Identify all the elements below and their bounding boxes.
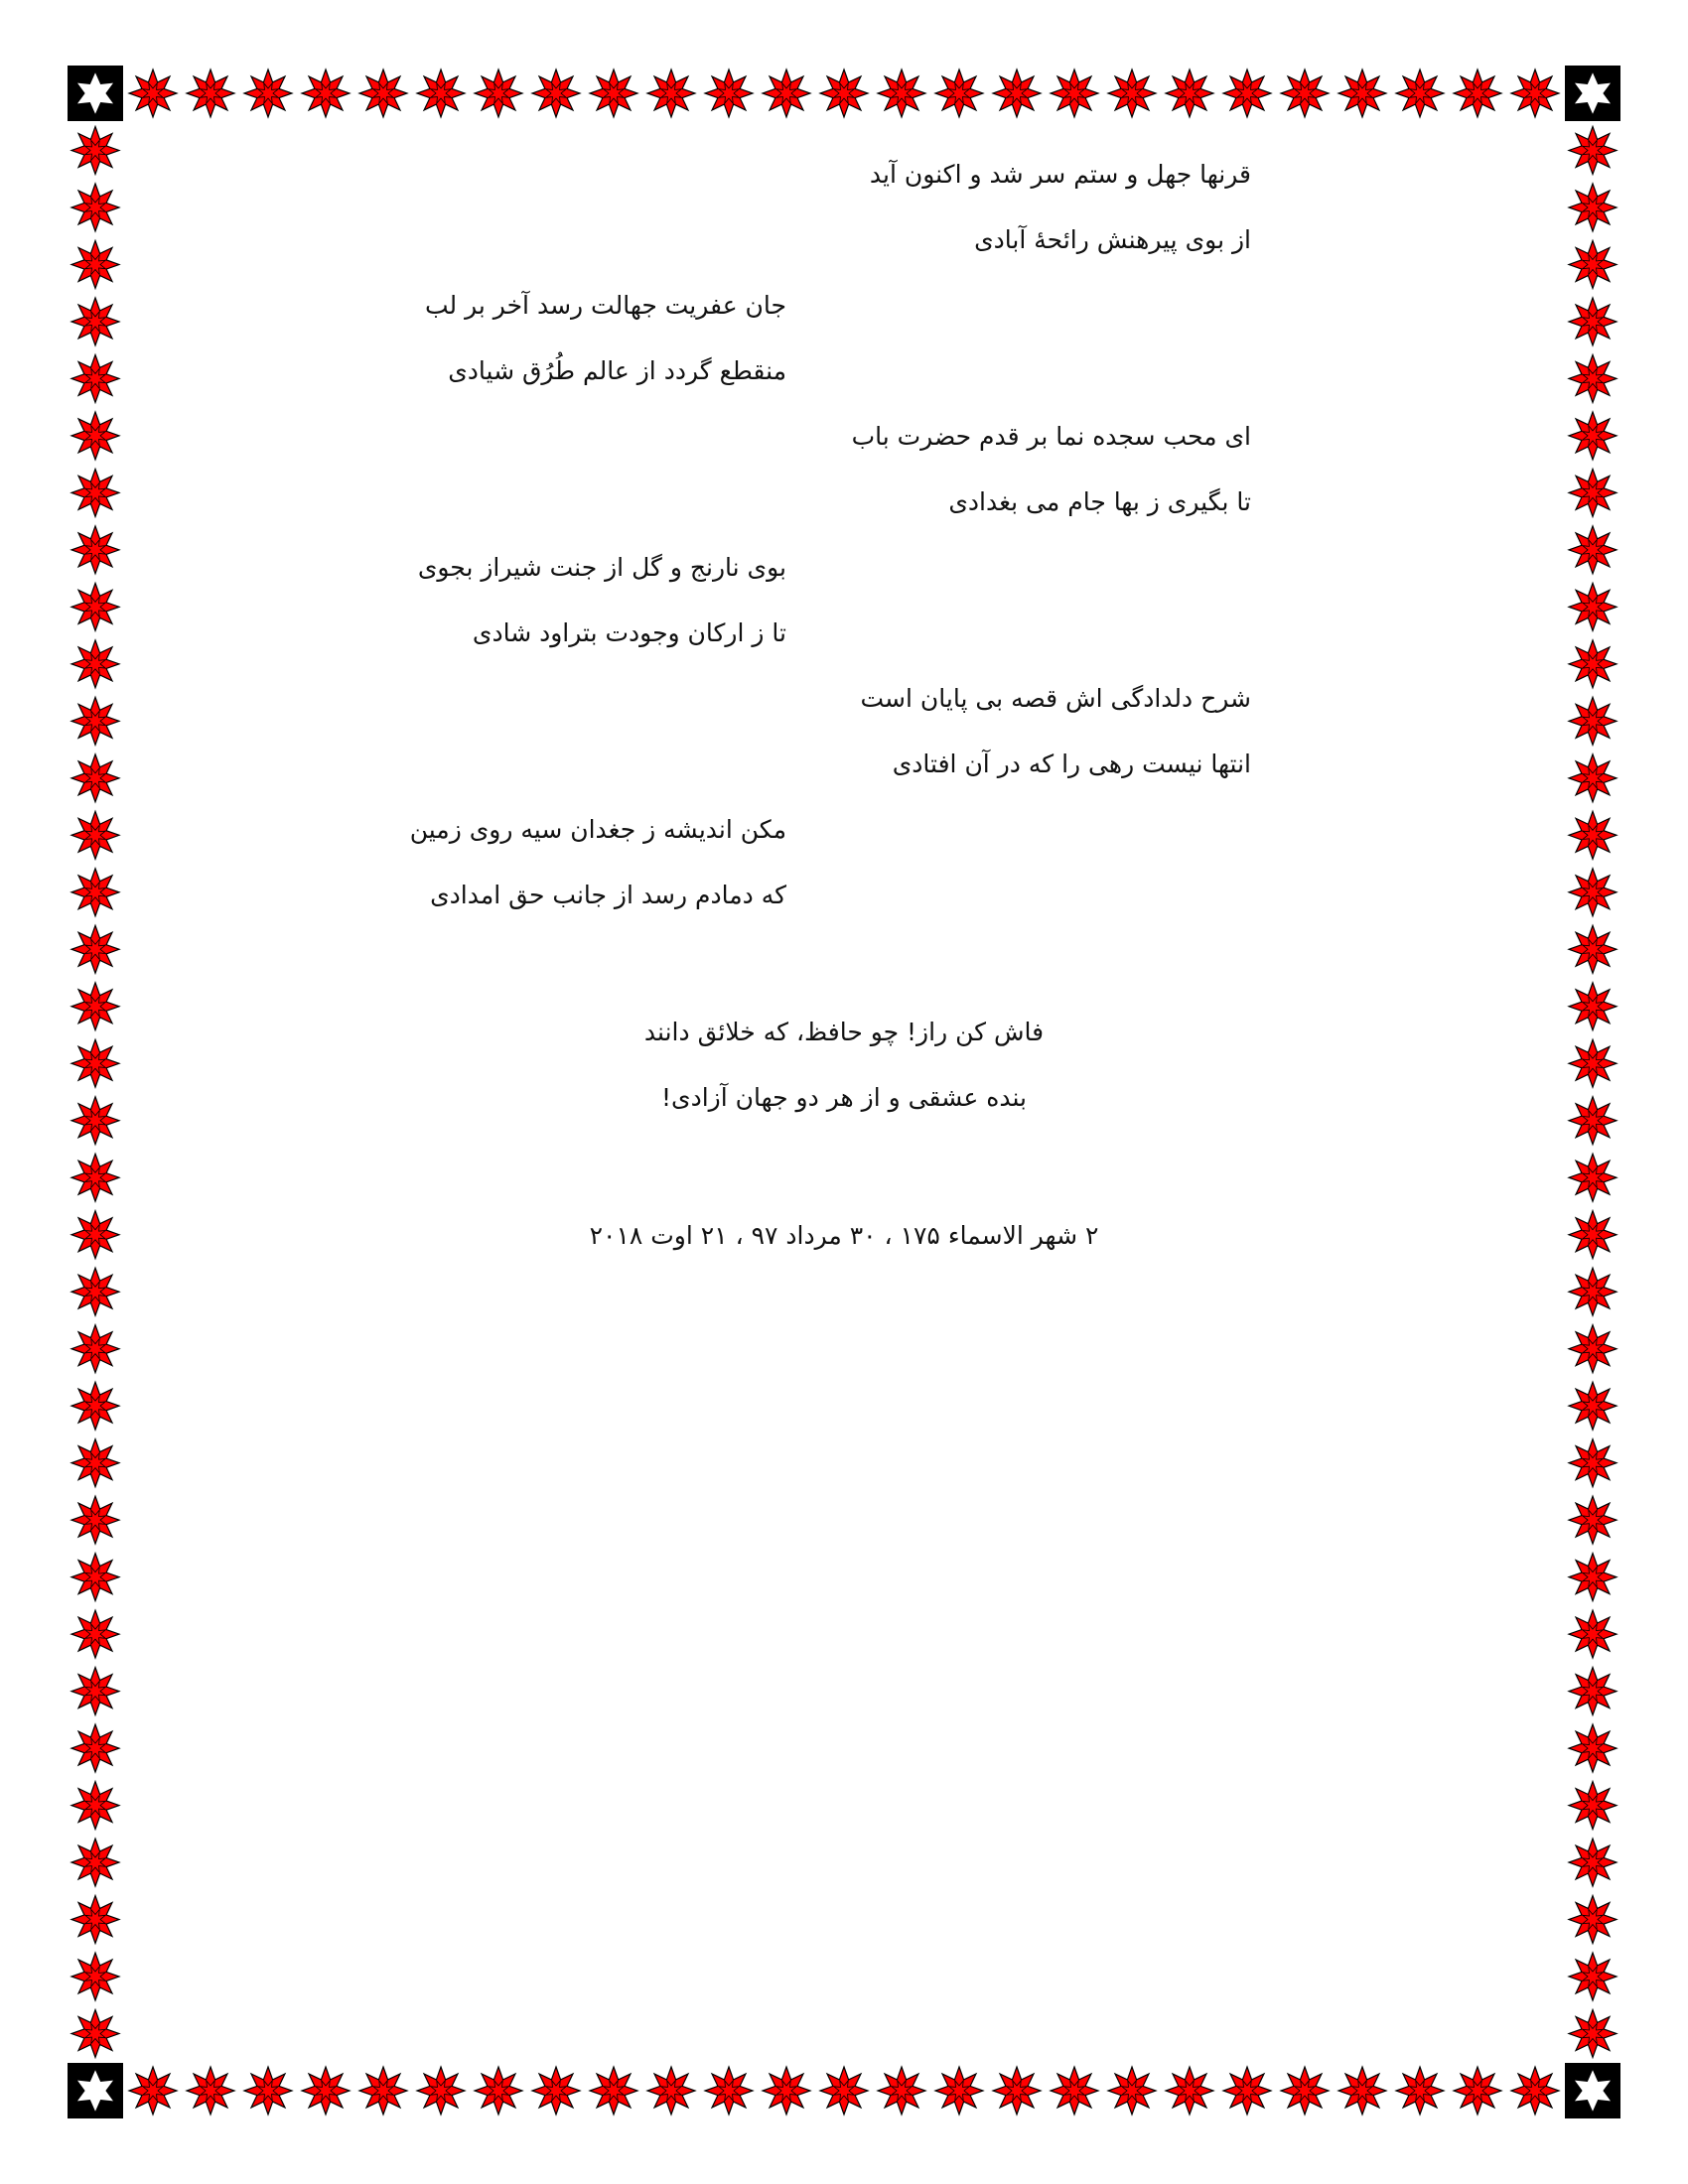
eight-point-star-icon xyxy=(647,69,695,117)
eight-point-star-icon xyxy=(1569,526,1617,574)
eight-point-star-icon xyxy=(1051,69,1098,117)
eight-point-star-icon xyxy=(71,1439,119,1487)
eight-point-star-icon xyxy=(1051,2067,1098,2115)
eight-point-star-icon xyxy=(71,298,119,345)
couplet-3-line-1: ای محب سجده نما بر قدم حضرت باب xyxy=(851,422,1251,451)
eight-point-star-icon xyxy=(1569,1268,1617,1315)
eight-point-star-icon xyxy=(1569,1668,1617,1715)
eight-point-star-icon xyxy=(1569,1382,1617,1430)
eight-point-star-icon xyxy=(1569,469,1617,516)
eight-point-star-icon xyxy=(71,640,119,688)
eight-point-star-icon xyxy=(935,2067,983,2115)
eight-point-star-icon xyxy=(1108,69,1156,117)
eight-point-star-icon xyxy=(878,2067,925,2115)
couplet-1-line-1: قرنها جهل و ستم سر شد و اکنون آید xyxy=(869,160,1251,189)
eight-point-star-icon xyxy=(1396,2067,1444,2115)
eight-point-star-icon xyxy=(71,1896,119,1944)
couplet-2-line-1: جان عفریت جهالت رسد آخر بر لب xyxy=(425,291,786,320)
couplet-5-line-2: انتها نیست رهی را که در آن افتادی xyxy=(892,750,1251,778)
eight-point-star-icon xyxy=(187,2067,234,2115)
eight-point-star-icon xyxy=(1569,1896,1617,1944)
eight-point-star-icon xyxy=(71,1382,119,1430)
eight-point-star-icon xyxy=(71,2010,119,2058)
eight-point-star-icon xyxy=(71,869,119,916)
eight-point-star-icon xyxy=(71,925,119,973)
eight-point-star-icon xyxy=(71,1953,119,2000)
eight-point-star-icon xyxy=(1569,754,1617,802)
eight-point-star-icon xyxy=(71,1325,119,1373)
eight-point-star-icon xyxy=(590,69,637,117)
eight-point-star-icon xyxy=(1454,69,1501,117)
eight-point-star-icon xyxy=(532,69,580,117)
eight-point-star-icon xyxy=(417,69,465,117)
eight-point-star-icon xyxy=(71,754,119,802)
eight-point-star-icon xyxy=(1569,869,1617,916)
eight-point-star-icon xyxy=(302,69,350,117)
eight-point-star-icon xyxy=(1569,184,1617,231)
couplet-3-line-2: تا بگیری ز بها جام می بغدادی xyxy=(948,487,1251,516)
eight-point-star-icon xyxy=(1569,1724,1617,1772)
eight-point-star-icon xyxy=(1569,1325,1617,1373)
eight-point-star-icon xyxy=(71,583,119,630)
eight-point-star-icon xyxy=(1569,1496,1617,1544)
eight-point-star-icon xyxy=(71,240,119,288)
eight-point-star-icon xyxy=(71,1724,119,1772)
eight-point-star-icon xyxy=(244,69,292,117)
eight-point-star-icon xyxy=(1569,640,1617,688)
eight-point-star-icon xyxy=(820,2067,868,2115)
eight-point-star-icon xyxy=(1569,1782,1617,1830)
eight-point-star-icon xyxy=(1569,354,1617,402)
couplet-4-line-1: بوی نارنج و گل از جنت شیراز بجوی xyxy=(417,553,786,582)
eight-point-star-icon xyxy=(1569,1953,1617,2000)
couplet-1-line-2: از بوی پیرهنش رائحهٔ آبادی xyxy=(974,225,1251,254)
eight-point-star-icon xyxy=(71,184,119,231)
eight-point-star-icon xyxy=(1569,1154,1617,1201)
eight-point-star-icon xyxy=(647,2067,695,2115)
corner-star-icon xyxy=(68,66,123,121)
couplet-2-line-2: منقطع گردد از عالم طُرُق شیادی xyxy=(448,356,786,385)
closing-line-1: فاش کن راز! چو حافظ، که خلائق دانند xyxy=(643,1018,1045,1046)
couplet-6-line-2: که دمادم رسد از جانب حق امدادی xyxy=(430,881,786,909)
corner-star-icon xyxy=(68,2063,123,2118)
eight-point-star-icon xyxy=(705,2067,753,2115)
eight-point-star-icon xyxy=(705,69,753,117)
couplet-6-line-1: مکن اندیشه ز جغدان سیه روی زمین xyxy=(409,815,786,844)
eight-point-star-icon xyxy=(763,2067,810,2115)
eight-point-star-icon xyxy=(1569,1439,1617,1487)
eight-point-star-icon xyxy=(1569,1610,1617,1658)
eight-point-star-icon xyxy=(71,1668,119,1715)
eight-point-star-icon xyxy=(878,69,925,117)
eight-point-star-icon xyxy=(1569,240,1617,288)
eight-point-star-icon xyxy=(1569,583,1617,630)
eight-point-star-icon xyxy=(532,2067,580,2115)
eight-point-star-icon xyxy=(1396,69,1444,117)
eight-point-star-icon xyxy=(1569,2010,1617,2058)
eight-point-star-icon xyxy=(71,469,119,516)
closing-line-2: بنده عشقی و از هر دو جهان آزادی! xyxy=(661,1083,1027,1112)
eight-point-star-icon xyxy=(71,1154,119,1201)
date-line: ۲ شهر الاسماء ۱۷۵ ، ۳۰ مرداد ۹۷ ، ۲۱ اوت ۲۰۱۸ xyxy=(589,1221,1099,1250)
eight-point-star-icon xyxy=(71,526,119,574)
eight-point-star-icon xyxy=(1108,2067,1156,2115)
eight-point-star-icon xyxy=(1569,126,1617,174)
eight-point-star-icon xyxy=(71,1496,119,1544)
eight-point-star-icon xyxy=(302,2067,350,2115)
eight-point-star-icon xyxy=(820,69,868,117)
eight-point-star-icon xyxy=(1569,1554,1617,1601)
eight-point-star-icon xyxy=(71,1610,119,1658)
couplet-4-line-2: تا ز ارکان وجودت بتراود شادی xyxy=(472,618,786,647)
eight-point-star-icon xyxy=(71,811,119,859)
eight-point-star-icon xyxy=(244,2067,292,2115)
eight-point-star-icon xyxy=(590,2067,637,2115)
eight-point-star-icon xyxy=(129,2067,177,2115)
eight-point-star-icon xyxy=(1223,2067,1271,2115)
eight-point-star-icon xyxy=(1166,2067,1213,2115)
eight-point-star-icon xyxy=(1454,2067,1501,2115)
eight-point-star-icon xyxy=(417,2067,465,2115)
eight-point-star-icon xyxy=(1281,2067,1329,2115)
eight-point-star-icon xyxy=(71,126,119,174)
couplet-5-line-1: شرح دلدادگی اش قصه بی پایان است xyxy=(860,684,1251,713)
eight-point-star-icon xyxy=(763,69,810,117)
eight-point-star-icon xyxy=(359,2067,407,2115)
eight-point-star-icon xyxy=(1569,697,1617,745)
eight-point-star-icon xyxy=(1569,298,1617,345)
eight-point-star-icon xyxy=(1569,925,1617,973)
eight-point-star-icon xyxy=(129,69,177,117)
eight-point-star-icon xyxy=(935,69,983,117)
eight-point-star-icon xyxy=(1166,69,1213,117)
eight-point-star-icon xyxy=(71,1554,119,1601)
eight-point-star-icon xyxy=(187,69,234,117)
eight-point-star-icon xyxy=(359,69,407,117)
eight-point-star-icon xyxy=(71,1839,119,1886)
eight-point-star-icon xyxy=(1569,811,1617,859)
eight-point-star-icon xyxy=(1569,412,1617,460)
corner-star-icon xyxy=(1565,66,1620,121)
eight-point-star-icon xyxy=(1569,1839,1617,1886)
eight-point-star-icon xyxy=(71,412,119,460)
eight-point-star-icon xyxy=(1511,69,1559,117)
eight-point-star-icon xyxy=(1281,69,1329,117)
eight-point-star-icon xyxy=(1511,2067,1559,2115)
eight-point-star-icon xyxy=(993,2067,1041,2115)
eight-point-star-icon xyxy=(993,69,1041,117)
eight-point-star-icon xyxy=(475,2067,522,2115)
eight-point-star-icon xyxy=(71,354,119,402)
eight-point-star-icon xyxy=(71,1268,119,1315)
corner-star-icon xyxy=(1565,2063,1620,2118)
eight-point-star-icon xyxy=(1338,69,1386,117)
eight-point-star-icon xyxy=(71,1782,119,1830)
eight-point-star-icon xyxy=(1338,2067,1386,2115)
eight-point-star-icon xyxy=(1223,69,1271,117)
eight-point-star-icon xyxy=(475,69,522,117)
eight-point-star-icon xyxy=(71,697,119,745)
